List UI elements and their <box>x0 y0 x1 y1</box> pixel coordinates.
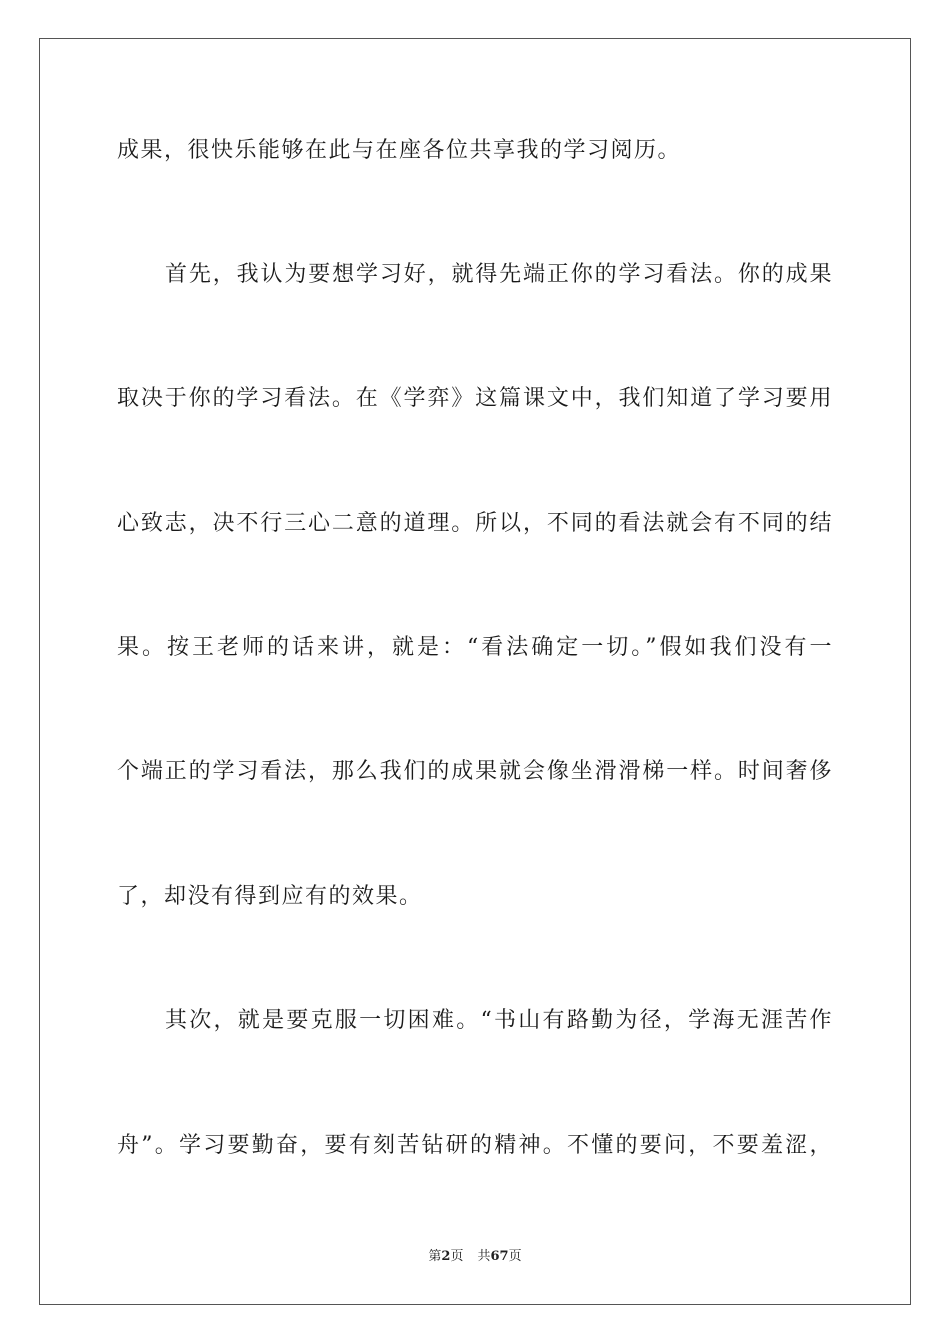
footer-total-pages: 67 <box>490 1249 509 1264</box>
footer-total-suffix: 页 <box>508 1249 522 1264</box>
body-line-7: 了，却没有得到应有的效果。 <box>117 884 423 909</box>
body-line-8: 其次，就是要克服一切困难。“书山有路勤为径，学海无涯苦作 <box>165 1008 833 1033</box>
footer-total-prefix: 共 <box>477 1249 491 1264</box>
page-footer <box>0 1248 950 1266</box>
footer-page-suffix: 页 <box>450 1249 464 1264</box>
body-line-6: 个端正的学习看法，那么我们的成果就会像坐滑滑梯一样。时间奢侈 <box>117 759 833 784</box>
body-line-1: 成果，很快乐能够在此与在座各位共享我的学习阅历。 <box>117 138 682 163</box>
body-line-9: 舟”。学习要勤奋，要有刻苦钻研的精神。不懂的要问，不要羞涩， <box>117 1133 833 1158</box>
footer-page-number: 2 <box>441 1249 451 1264</box>
page-border <box>39 38 911 1305</box>
body-line-2: 首先，我认为要想学习好，就得先端正你的学习看法。你的成果 <box>165 262 833 287</box>
body-line-5: 果。按王老师的话来讲，就是：“看法确定一切。”假如我们没有一 <box>117 635 833 660</box>
body-line-4: 心致志，决不行三心二意的道理。所以，不同的看法就会有不同的结 <box>117 511 833 536</box>
footer-page-prefix: 第 <box>428 1249 442 1264</box>
body-line-3: 取决于你的学习看法。在《学弈》这篇课文中，我们知道了学习要用 <box>117 386 833 411</box>
